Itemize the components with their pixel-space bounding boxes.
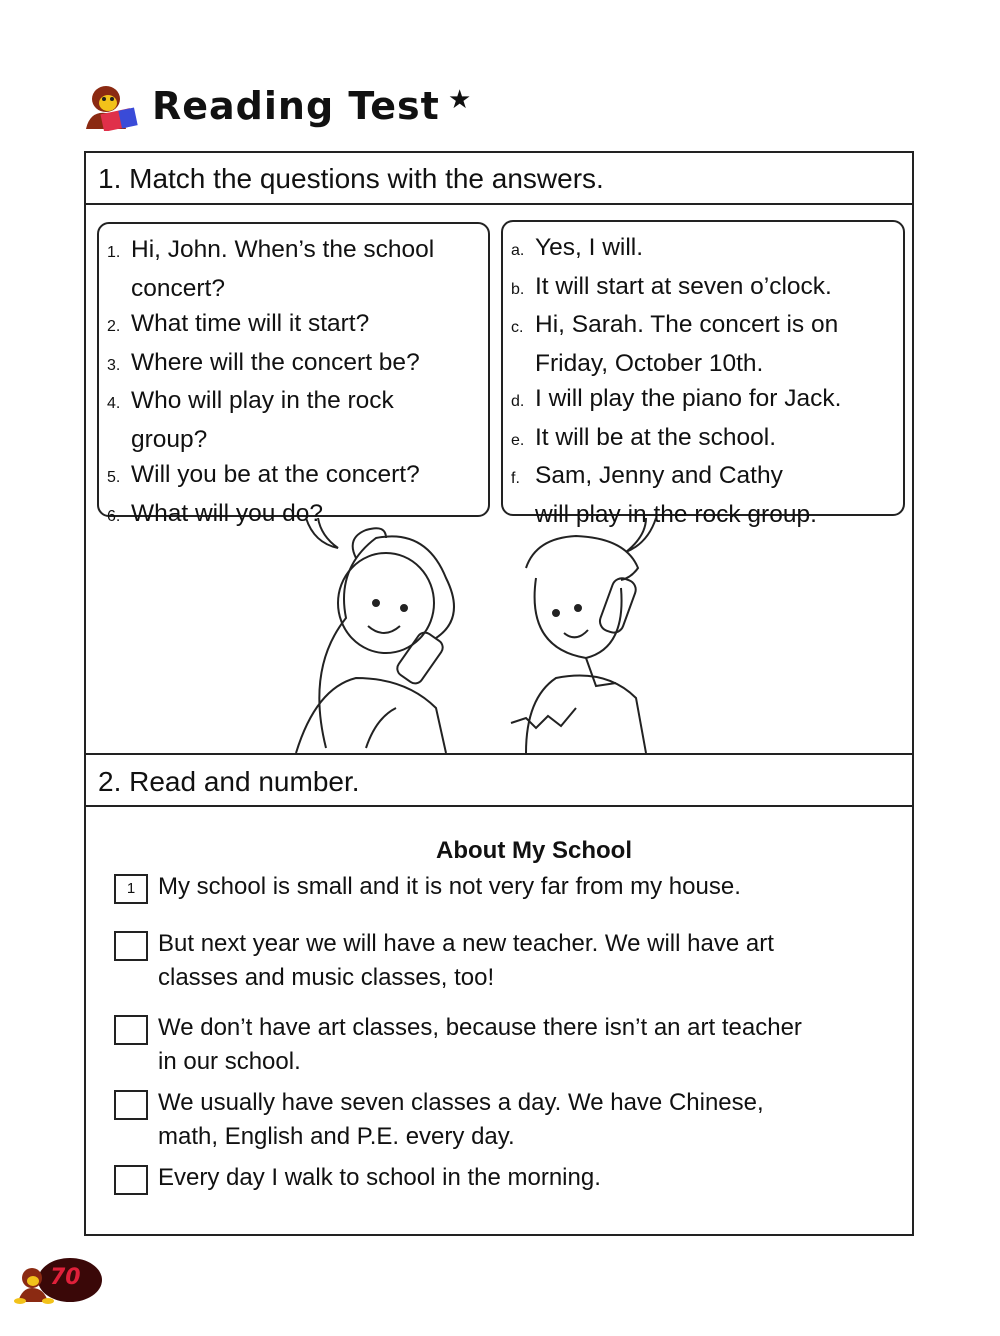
number-answer-box[interactable] [114, 931, 148, 961]
answer-number: f. [511, 470, 520, 487]
answer-text: Yes, I will. [535, 234, 644, 261]
questions-speech-bubble [97, 222, 490, 527]
reading-monkey-icon [82, 81, 144, 131]
left-bubble-tail [306, 518, 338, 548]
number-item [114, 927, 774, 995]
answer-text: I will play the piano for Jack. [535, 385, 842, 412]
question-number: 3. [107, 356, 121, 374]
answer-number: a. [511, 242, 525, 259]
number-item-line: My school is small and it is not very far from my house. [158, 873, 741, 900]
answer-line [511, 230, 895, 269]
question-text: What time will it start? [131, 310, 370, 337]
answer-line [511, 458, 895, 497]
page-header [82, 76, 440, 136]
question-text: Where will the concert be? [131, 348, 420, 376]
answer-text: It will start at seven o’clock. [535, 272, 832, 300]
story-title: About My School [436, 837, 632, 864]
number-item-line: in our school. [158, 1048, 301, 1075]
question-line [107, 457, 480, 496]
question-text: concert? [131, 274, 225, 302]
question-number: 5. [107, 469, 121, 486]
question-number: 6. [107, 507, 121, 525]
answer-line [511, 420, 895, 459]
number-answer-box[interactable] [114, 1165, 148, 1195]
answer-number: c. [511, 319, 524, 336]
answer-text: Hi, Sarah. The concert is on [535, 311, 839, 338]
number-item-text [158, 927, 774, 995]
question-line [107, 232, 480, 271]
number-item-text [158, 1086, 764, 1154]
section2-heading: 2. Read and number. [86, 753, 912, 807]
number-item-line: classes and music classes, too! [158, 964, 495, 991]
answers-speech-bubble [501, 220, 905, 528]
number-item [114, 1161, 601, 1195]
number-item-text [158, 870, 741, 904]
question-text: Hi, John. When’s the school [131, 236, 435, 263]
number-item-line: Every day I walk to school in the morning. [158, 1164, 601, 1191]
answer-text: Friday, October 10th. [535, 349, 764, 377]
question-line [107, 383, 480, 422]
number-item-line: We don’t have art classes, because there isn’t an art teacher [158, 1014, 802, 1041]
boy-on-phone-icon [511, 536, 646, 753]
number-item-text [158, 1161, 601, 1195]
number-item-line: math, English and P.E. every day. [158, 1123, 515, 1150]
worksheet-frame [84, 151, 914, 1236]
number-item-line: But next year we will have a new teacher. We will have art [158, 930, 774, 957]
answer-line [511, 346, 895, 382]
page-title: Reading Test [152, 84, 440, 128]
answer-line [511, 269, 895, 308]
answer-number: e. [511, 431, 525, 449]
question-number: 2. [107, 318, 121, 335]
answer-text: will play in the rock group. [535, 500, 817, 528]
star-icon: ★ [448, 84, 472, 114]
question-text: Who will play in the rock [131, 387, 394, 414]
answer-text: Sam, Jenny and Cathy [535, 462, 783, 489]
question-number: 4. [107, 395, 121, 412]
number-item [114, 1011, 802, 1079]
page-number: 70 [50, 1265, 81, 1290]
answer-line [511, 307, 895, 346]
answer-text: It will be at the school. [535, 423, 777, 451]
question-text: group? [131, 425, 208, 453]
answer-line [511, 381, 895, 420]
number-answer-box[interactable] [114, 1090, 148, 1120]
answer-number: d. [511, 393, 525, 410]
question-line [107, 422, 480, 458]
question-text: What will you do? [131, 499, 324, 527]
number-item-text [158, 1011, 802, 1079]
question-text: Will you be at the concert? [131, 461, 420, 488]
children-on-phone-illustration [286, 508, 706, 753]
number-item [114, 870, 741, 904]
number-answer-box[interactable]: 1 [114, 874, 148, 904]
right-bubble-tail [626, 518, 656, 552]
number-item [114, 1086, 764, 1154]
number-answer-box[interactable] [114, 1015, 148, 1045]
number-item-line: We usually have seven classes a day. We have Chinese, [158, 1089, 764, 1116]
question-line [107, 345, 480, 384]
girl-on-phone-icon [296, 528, 454, 753]
question-line [107, 271, 480, 307]
question-number: 1. [107, 244, 121, 261]
section1-heading: 1. Match the questions with the answers. [86, 153, 912, 205]
question-line [107, 306, 480, 345]
answer-number: b. [511, 280, 525, 298]
